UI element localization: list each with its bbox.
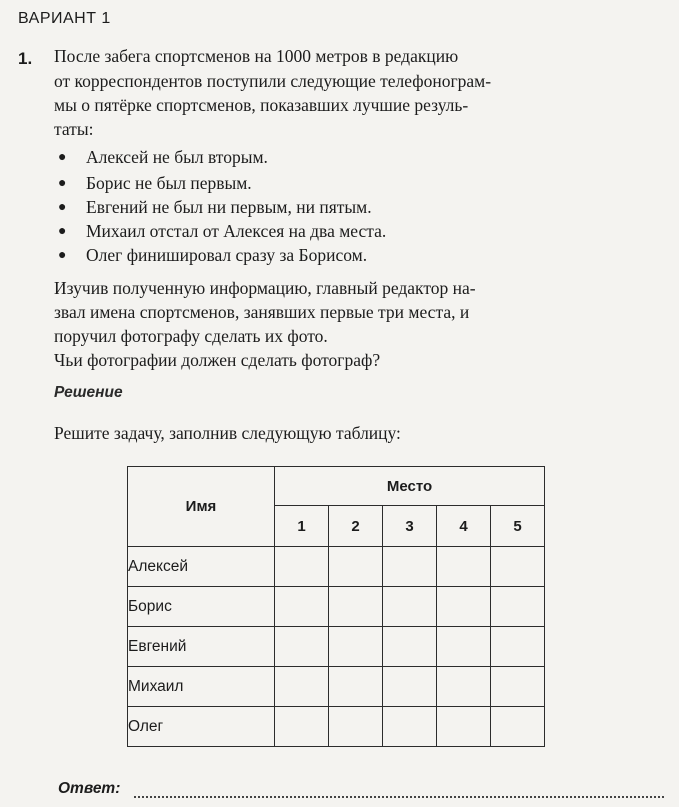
solution-instruction: Решите задачу, заполнив следующую таблицу: [54,423,401,443]
table-cell[interactable] [437,707,491,747]
intro-line-4: таты: [54,119,94,139]
table-row [128,707,545,747]
table-cell[interactable] [329,587,383,627]
table-row [128,587,545,627]
row-name: Алексей [128,547,275,587]
bullet-item-5: Олег финишировал сразу за Борисом. [86,245,368,265]
table-cell[interactable] [437,667,491,707]
place-number-3: 3 [383,506,437,547]
row-name: Олег [128,707,275,747]
place-column-header: Место [275,467,545,506]
bullet-icon: ● [58,176,67,191]
table-cell[interactable] [383,587,437,627]
bullet-item-1: Алексей не был вторым. [86,147,268,167]
table-row [128,627,545,667]
name-column-header: Имя [128,467,275,547]
intro-line-3: мы о пятёрке спортсменов, показавших лучшие резуль- [54,95,469,115]
bullet-icon: ● [58,248,67,263]
followup-question: Чьи фотографии должен сделать фотограф? [54,350,381,370]
table-cell[interactable] [383,547,437,587]
table-cell[interactable] [329,547,383,587]
table-cell[interactable] [329,707,383,747]
bullet-icon: ● [58,150,67,165]
table-cell[interactable] [491,627,545,667]
intro-line-2: от корреспондентов поступили следующие телефонограм- [54,71,492,91]
table-cell[interactable] [275,547,329,587]
table-cell[interactable] [329,627,383,667]
table-cell[interactable] [491,707,545,747]
table-row [128,547,545,587]
table-cell[interactable] [275,587,329,627]
table-cell[interactable] [437,587,491,627]
task-number: 1. [18,49,33,68]
table-row [128,667,545,707]
table-cell[interactable] [491,587,545,627]
bullet-item-4: Михаил отстал от Алексея на два места. [86,221,387,241]
table-cell[interactable] [491,667,545,707]
row-name: Михаил [128,667,275,707]
followup-line-1: Изучив полученную информацию, главный редактор на- [54,278,476,298]
intro-line-1: После забега спортсменов на 1000 метров в редакцию [54,46,459,66]
table-cell[interactable] [437,547,491,587]
bullet-icon: ● [58,224,67,239]
followup-line-3: поручил фотографу сделать их фото. [54,326,328,346]
table-cell[interactable] [329,667,383,707]
table-cell[interactable] [275,627,329,667]
bullet-icon: ● [58,200,67,215]
table-cell[interactable] [275,667,329,707]
answer-table [127,466,545,747]
row-name: Евгений [128,627,275,667]
bullet-item-3: Евгений не был ни первым, ни пятым. [86,197,372,217]
place-number-1: 1 [275,506,329,547]
solution-heading: Решение [54,384,123,401]
place-number-2: 2 [329,506,383,547]
table-cell[interactable] [383,667,437,707]
table-cell[interactable] [383,707,437,747]
answer-field[interactable] [134,796,664,798]
table-cell[interactable] [437,627,491,667]
bullet-item-2: Борис не был первым. [86,173,252,193]
followup-line-2: звал имена спортсменов, занявших первые три места, и [54,302,470,322]
answer-label: Ответ: [58,780,121,797]
place-number-4: 4 [437,506,491,547]
place-number-5: 5 [491,506,545,547]
table-cell[interactable] [383,627,437,667]
table-cell[interactable] [491,547,545,587]
variant-heading: ВАРИАНТ 1 [18,10,111,27]
table-cell[interactable] [275,707,329,747]
row-name: Борис [128,587,275,627]
